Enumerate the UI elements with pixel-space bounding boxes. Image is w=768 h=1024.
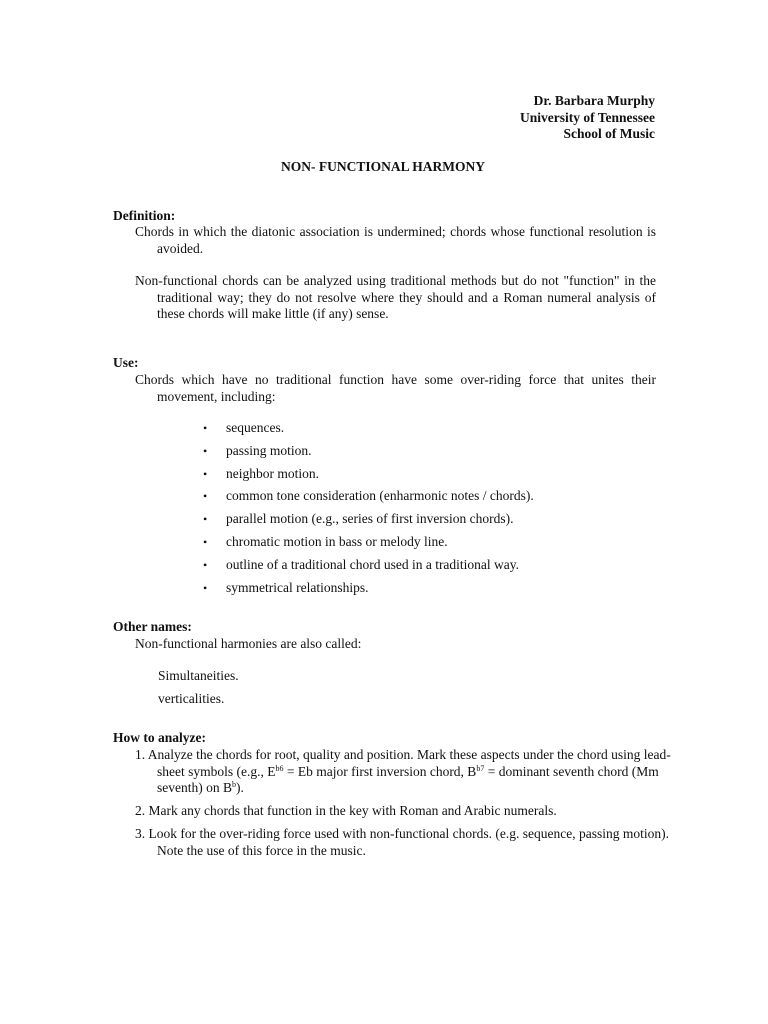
list-item-text: common tone consideration (enharmonic notes / chords). [226,488,534,504]
bullet-icon: • [203,557,208,572]
other-names-intro: Non-functional harmonies are also called: [135,636,362,651]
step-1-text: = Eb major first inversion chord, B [283,763,477,779]
list-item-text: parallel motion (e.g., series of first inversion chords). [226,511,514,527]
analysis-step-1 [113,747,673,797]
how-to-heading: How to analyze: [113,730,206,745]
institution-name: University of Tennessee [520,109,655,125]
analysis-step-2: 2. Mark any chords that function in the key with Roman and Arabic numerals. [135,803,557,818]
document-title-text: NON- FUNCTIONAL HARMONY [281,159,485,174]
list-item-text: symmetrical relationships. [226,579,369,595]
list-item-text: neighbor motion. [226,465,319,481]
list-item-text: chromatic motion in bass or melody line. [226,533,448,549]
bullet-icon: • [203,489,208,504]
list-item [203,442,534,465]
bullet-icon: • [203,512,208,527]
list-item [203,533,534,556]
step-1-text: = dominant seventh chord (Mm seventh) on B [157,763,659,795]
use-bullet-list [203,419,534,601]
definition-heading: Definition: [113,208,176,223]
list-item [203,556,534,579]
bullet-icon: • [203,580,208,595]
list-item [203,579,534,602]
step-1-text: ). [236,780,244,795]
list-item-text: outline of a traditional chord used in a traditional way. [226,556,520,572]
definition-paragraph-2: Non-functional chords can be analyzed using traditional methods but do not "function" in the traditional way; they do not resolve where they should and a Roman numeral analysis of these chords will make little (if any) sense. [135,273,656,321]
bullet-icon: • [203,421,208,435]
alt-name-verticalities: verticalities. [158,691,225,706]
list-item-text: passing motion. [226,442,312,458]
definition-paragraph-1: Chords in which the diatonic association is undermined; chords whose functional resolution is avoided. [135,224,656,256]
chord-superscript: b6 [275,763,284,773]
list-item [203,510,534,533]
other-names-heading: Other names: [113,619,192,634]
document-title [0,159,768,175]
list-item [203,465,534,488]
use-paragraph: Chords which have no traditional function have some over-riding force that unites their movement, including: [135,372,656,404]
step-1-text: 1. Analyze the chords for root, quality and position. Mark these aspects under the chord using lead-sheet symbols (e.g., E [135,747,671,779]
list-item [203,487,534,510]
bullet-icon: • [203,534,208,549]
use-heading: Use: [113,355,139,370]
department-name: School of Music [563,126,655,141]
list-item-text: sequences. [226,420,285,435]
alt-name-simultaneities: Simultaneities. [158,668,239,683]
chord-superscript: b [232,780,236,789]
author-name: Dr. Barbara Murphy [533,93,655,108]
analysis-step-3: 3. Look for the over-riding force used with non-functional chords. (e.g. sequence, passing motion). Note the use of this force in the music. [135,826,669,858]
list-item [203,419,534,442]
bullet-icon: • [203,443,208,458]
author-block [520,93,655,143]
chord-superscript: b7 [476,763,485,773]
bullet-icon: • [203,466,208,481]
